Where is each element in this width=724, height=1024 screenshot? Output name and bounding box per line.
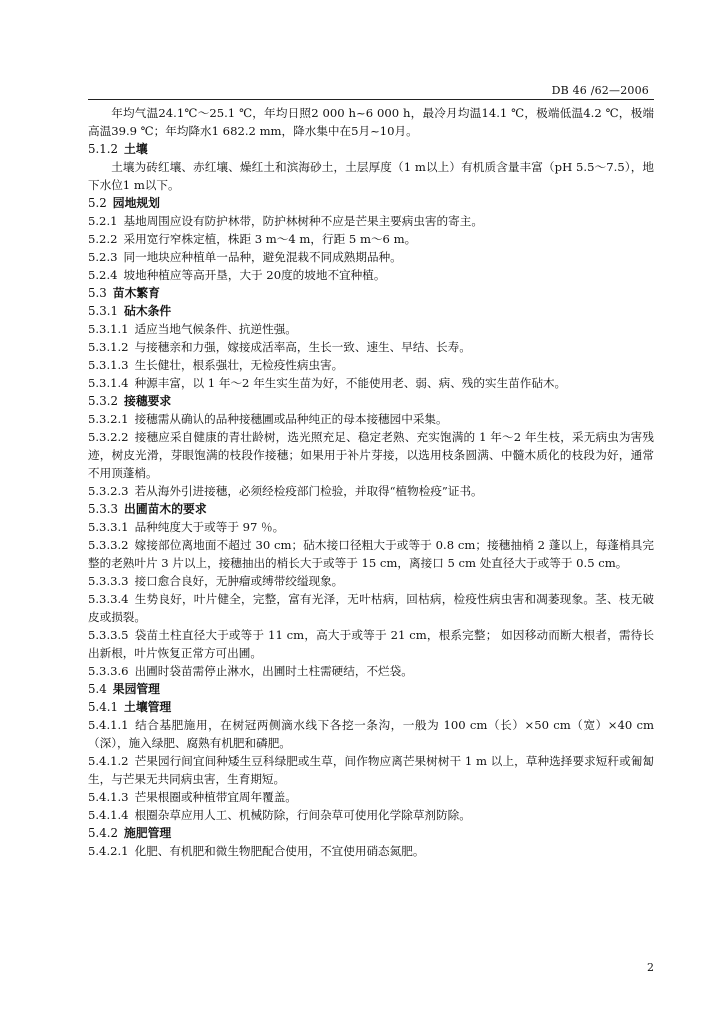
clause-item: 5.3.1.3 生长健壮，根系强壮，无检疫性病虫害。	[88, 358, 344, 372]
clause-item: 5.3.1.2 与接穗亲和力强，嫁接成活率高，生长一致、速生、早结、长寿。	[88, 340, 471, 354]
clause-item: 5.2.1 基地周围应设有防护林带，防护林树种不应是芒果主要病虫害的寄主。	[88, 214, 483, 228]
clause-item: 5.3.1.1 适应当地气候条件、抗逆性强。	[88, 322, 297, 336]
standard-code: DB 46 /62—2006	[551, 84, 649, 97]
section-heading-5-4: 5.4 果园管理	[88, 682, 160, 696]
clause-item: 5.2.3 同一地块应种植单一品种，避免混栽不同成熟期品种。	[88, 250, 402, 264]
section-heading-5-3-3: 5.3.3 出圃苗木的要求	[88, 502, 207, 516]
clause-list-5-3-2	[88, 410, 654, 500]
section-heading-5-3: 5.3 苗木繁育	[88, 286, 160, 300]
clause-item: 5.4.1.4 根圈杂草应用人工、机械防除，行间杂草可使用化学除草剂防除。	[88, 808, 471, 822]
clause-item: 5.3.3.5 袋苗土柱直径大于或等于 11 cm，高大于或等于 21 cm，根系完整； 如因移动而断大根者，需待长出新根，叶片恢复正常方可出圃。	[88, 628, 654, 660]
clause-item: 5.3.1.4 种源丰富，以 1 年～2 年生实生苗为好，不能使用老、弱、病、残的实生苗作砧木。	[88, 376, 567, 390]
clause-list-5-4-2	[88, 842, 654, 860]
section-heading-5-1-2: 5.1.2 土壤	[88, 142, 148, 156]
header-rule	[88, 99, 654, 100]
clause-item: 5.3.3.2 嫁接部位离地面不超过 30 cm；砧木接口径粗大于或等于 0.8 cm；接穗抽梢 2 蓬以上，每蓬梢具完整的老熟叶片 3 片以上，接穗抽出的梢长大于或等于 15 cm，离接口 5 cm 处直径大于或等于 0.5 cm。	[88, 538, 654, 570]
clause-item: 5.3.2.3 若从海外引进接穗，必须经检疫部门检验，并取得“植物检疫”证书。	[88, 484, 483, 498]
clause-list-5-3-3	[88, 518, 654, 680]
section-heading-5-4-2: 5.4.2 施肥管理	[88, 826, 172, 840]
clause-item: 5.4.1.3 芒果根圈或种植带宜周年覆盖。	[88, 790, 297, 804]
clause-item: 5.4.1.2 芒果园行间宜间种矮生豆科绿肥或生草，间作物应离芒果树树干 1 m 以上，草种选择要求短秆或匍匐生，与芒果无共同病虫害，生育期短。	[88, 754, 654, 786]
section-heading-5-4-1: 5.4.1 土壤管理	[88, 700, 172, 714]
section-heading-5-3-1: 5.3.1 砧木条件	[88, 304, 172, 318]
clause-item: 5.3.3.6 出圃时袋苗需停止淋水，出圃时土柱需硬结，不烂袋。	[88, 664, 413, 678]
clause-item: 5.3.3.4 生势良好，叶片健全，完整，富有光泽，无叶枯病，回枯病，检疫性病虫害和凋萎现象。茎、枝无破皮或损裂。	[88, 592, 654, 624]
clause-list-5-2	[88, 212, 654, 284]
climate-paragraph: 年均气温24.1℃～25.1 ℃，年均日照2 000 h~6 000 h，最冷月均温14.1 ℃，极端低温4.2 ℃，极端高温39.9 ℃；年均降水1 682.2 mm，降水集中在5月~10月。	[88, 106, 654, 138]
document-body	[88, 104, 654, 860]
clause-list-5-3-1	[88, 320, 654, 392]
page-number: 2	[647, 961, 654, 974]
clause-item: 5.3.2.2 接穗应采自健康的青壮龄树，选光照充足、稳定老熟、充实饱满的 1 年～2 年生枝，采无病虫为害残迹，树皮光滑，芽眼饱满的枝段作接穗；如果用于补片芽接，以选用枝条圆满、中髓木质化的枝段为好，通常不用顶蓬梢。	[88, 430, 654, 480]
soil-paragraph: 土壤为砖红壤、赤红壤、燥红土和滨海砂土，土层厚度（1 m以上）有机质含量丰富（pH 5.5～7.5），地下水位1 m以下。	[88, 160, 654, 192]
section-heading-5-3-2: 5.3.2 接穗要求	[88, 394, 172, 408]
clause-item: 5.2.2 采用宽行窄株定植，株距 3 m～4 m，行距 5 m～6 m。	[88, 232, 417, 246]
clause-item: 5.3.2.1 接穗需从确认的品种接穗圃或品种纯正的母本接穗园中采集。	[88, 412, 448, 426]
clause-item: 5.2.4 坡地种植应等高开垦，大于 20度的坡地不宜种植。	[88, 268, 386, 282]
clause-list-5-4-1	[88, 716, 654, 824]
clause-item: 5.3.3.3 接口愈合良好，无肿瘤或缚带绞缢现象。	[88, 574, 344, 588]
clause-item: 5.3.3.1 品种纯度大于或等于 97 ％。	[88, 520, 285, 534]
clause-item: 5.4.2.1 化肥、有机肥和微生物肥配合使用，不宜使用硝态氮肥。	[88, 844, 425, 858]
section-heading-5-2: 5.2 园地规划	[88, 196, 160, 210]
clause-item: 5.4.1.1 结合基肥施用，在树冠两侧滴水线下各挖一条沟，一般为 100 cm（长）×50 cm（宽）×40 cm（深），施入绿肥、腐熟有机肥和磷肥。	[88, 718, 654, 750]
